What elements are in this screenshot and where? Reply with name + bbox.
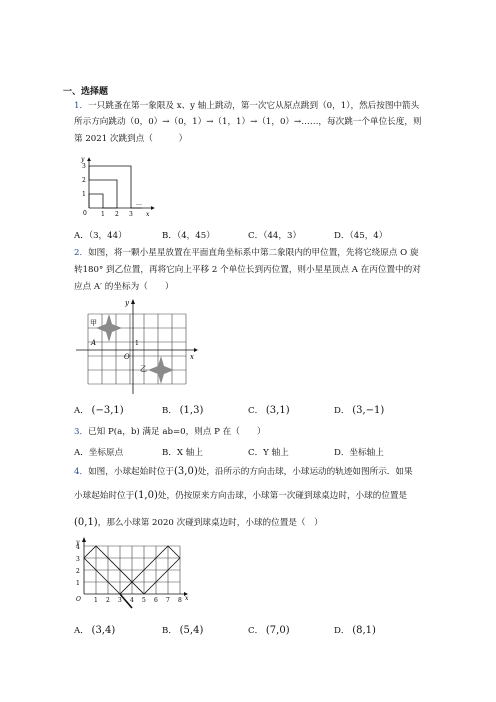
section-title: 一、选择题 xyxy=(63,86,109,96)
label-O: O xyxy=(124,353,130,361)
q4-x-tick-1: 1 xyxy=(94,597,98,604)
q4-line1: 4．如图，小球起始时位于(3,0)处，沿所示的方向击球，小球运动的轨迹如图所示．如果 xyxy=(74,466,413,477)
q1-option-d[interactable]: D．（45，4） xyxy=(334,231,388,241)
q3-number: 3． xyxy=(74,427,89,437)
q4-option-a[interactable]: A． (3,4) xyxy=(74,625,116,636)
q1-option-b[interactable]: B．（4，45） xyxy=(162,231,215,241)
q1-option-c[interactable]: C．（44，3） xyxy=(248,231,302,241)
q2-option-c[interactable]: C． (3,1) xyxy=(248,405,290,416)
q4-x-tick-3: 3 xyxy=(118,597,122,604)
q4-y-tick-4: 4 xyxy=(76,544,80,551)
label-yi: 乙 xyxy=(140,365,147,373)
q4-number: 4． xyxy=(74,467,89,477)
q2-figure xyxy=(76,298,206,398)
q1-number: 1． xyxy=(74,101,89,111)
q3-option-b[interactable]: B．X 轴上 xyxy=(162,448,203,458)
q1-x-tick-2: 2 xyxy=(115,211,119,218)
q1-origin: 0 xyxy=(83,210,87,217)
q4-x-tick-7: 7 xyxy=(166,597,170,604)
q1-x-label: x xyxy=(146,211,150,218)
q1-x-tick-1: 1 xyxy=(101,211,105,218)
q2-line2: 转180° 到乙位置，再将它向上平移 2 个单位长到丙位置，则小星星顶点 A 在丙位置中的对 xyxy=(74,265,421,275)
q1-x-tick-3: 3 xyxy=(129,211,133,218)
q1-y-tick-2: 2 xyxy=(82,177,86,184)
q4-figure xyxy=(72,538,192,613)
q4-y-tick-3: 3 xyxy=(76,556,80,563)
q4-line2: 小球起始时位于(1,0)处，仍按原来方向击球，小球第一次碰到球桌边时，小球的位置是 xyxy=(74,490,408,501)
star-yi xyxy=(148,356,174,384)
label-y: y xyxy=(125,299,129,307)
q4-line3: (0,1)，那么小球第 2020 次碰到球桌边时，小球的位置是（ ） xyxy=(74,517,323,528)
label-x: x xyxy=(190,353,194,361)
q2-option-a[interactable]: A． (−3,1) xyxy=(74,405,124,416)
q1-y-tick-3: 3 xyxy=(82,163,86,170)
q2-line3: 应点 A′ 的坐标为（ ） xyxy=(74,282,174,292)
q1-line3: 第 2021 次跳到点（ ） xyxy=(74,134,188,144)
q3-option-a[interactable]: A．坐标原点 xyxy=(74,448,124,458)
q3-line1: 3．已知 P(a，b) 满足 ab=0，则点 P 在（ ） xyxy=(74,427,266,437)
q4-option-c[interactable]: C． (7,0) xyxy=(248,625,290,636)
q4-option-d[interactable]: D． (8,1) xyxy=(334,625,376,636)
q4-x-tick-5: 5 xyxy=(142,597,146,604)
q3-option-d[interactable]: D．坐标轴上 xyxy=(334,448,384,458)
q3-option-c[interactable]: C．Y 轴上 xyxy=(248,448,289,458)
q2-option-d[interactable]: D． (3,−1) xyxy=(334,405,385,416)
q4-y-tick-2: 2 xyxy=(76,568,80,575)
q4-x-tick-4: 4 xyxy=(130,597,134,604)
q1-line1: 1．一只跳蚤在第一象限及 x、y 轴上跳动，第一次它从原点跳到（0，1），然后按图中箭头 xyxy=(74,101,420,111)
q4-x-label: x xyxy=(185,595,189,602)
q4-y-tick-1: 1 xyxy=(76,580,80,587)
label-one: 1 xyxy=(135,340,139,347)
q2-number: 2． xyxy=(74,248,89,258)
star-jia xyxy=(96,314,122,342)
q1-ellipsis: … xyxy=(136,200,142,207)
q1-y-label: y xyxy=(81,156,85,163)
q4-x-tick-8: 8 xyxy=(178,597,182,604)
q1-figure xyxy=(80,152,160,222)
q4-x-tick-2: 2 xyxy=(106,597,110,604)
q1-y-tick-1: 1 xyxy=(82,191,86,198)
q2-option-b[interactable]: B． (1,3) xyxy=(162,405,204,416)
label-jia: 甲 xyxy=(90,319,97,327)
q1-option-a[interactable]: A．（3，44） xyxy=(74,231,127,241)
q4-x-tick-6: 6 xyxy=(154,597,158,604)
label-A: A xyxy=(91,339,97,347)
q2-line1: 2．如图，将一颗小星星放置在平面直角坐标系中第二象限内的甲位置，先将它绕原点 O 旋 xyxy=(74,248,419,258)
q4-origin: O xyxy=(76,596,81,603)
q4-y-label: y xyxy=(76,539,80,546)
q4-option-b[interactable]: B． (5,4) xyxy=(162,625,204,636)
q1-line2: 所示方向跳动（0，0）→（0，1）→（1，1）→（1，0）→……，每次跳一个单位长度，则 xyxy=(74,117,422,127)
